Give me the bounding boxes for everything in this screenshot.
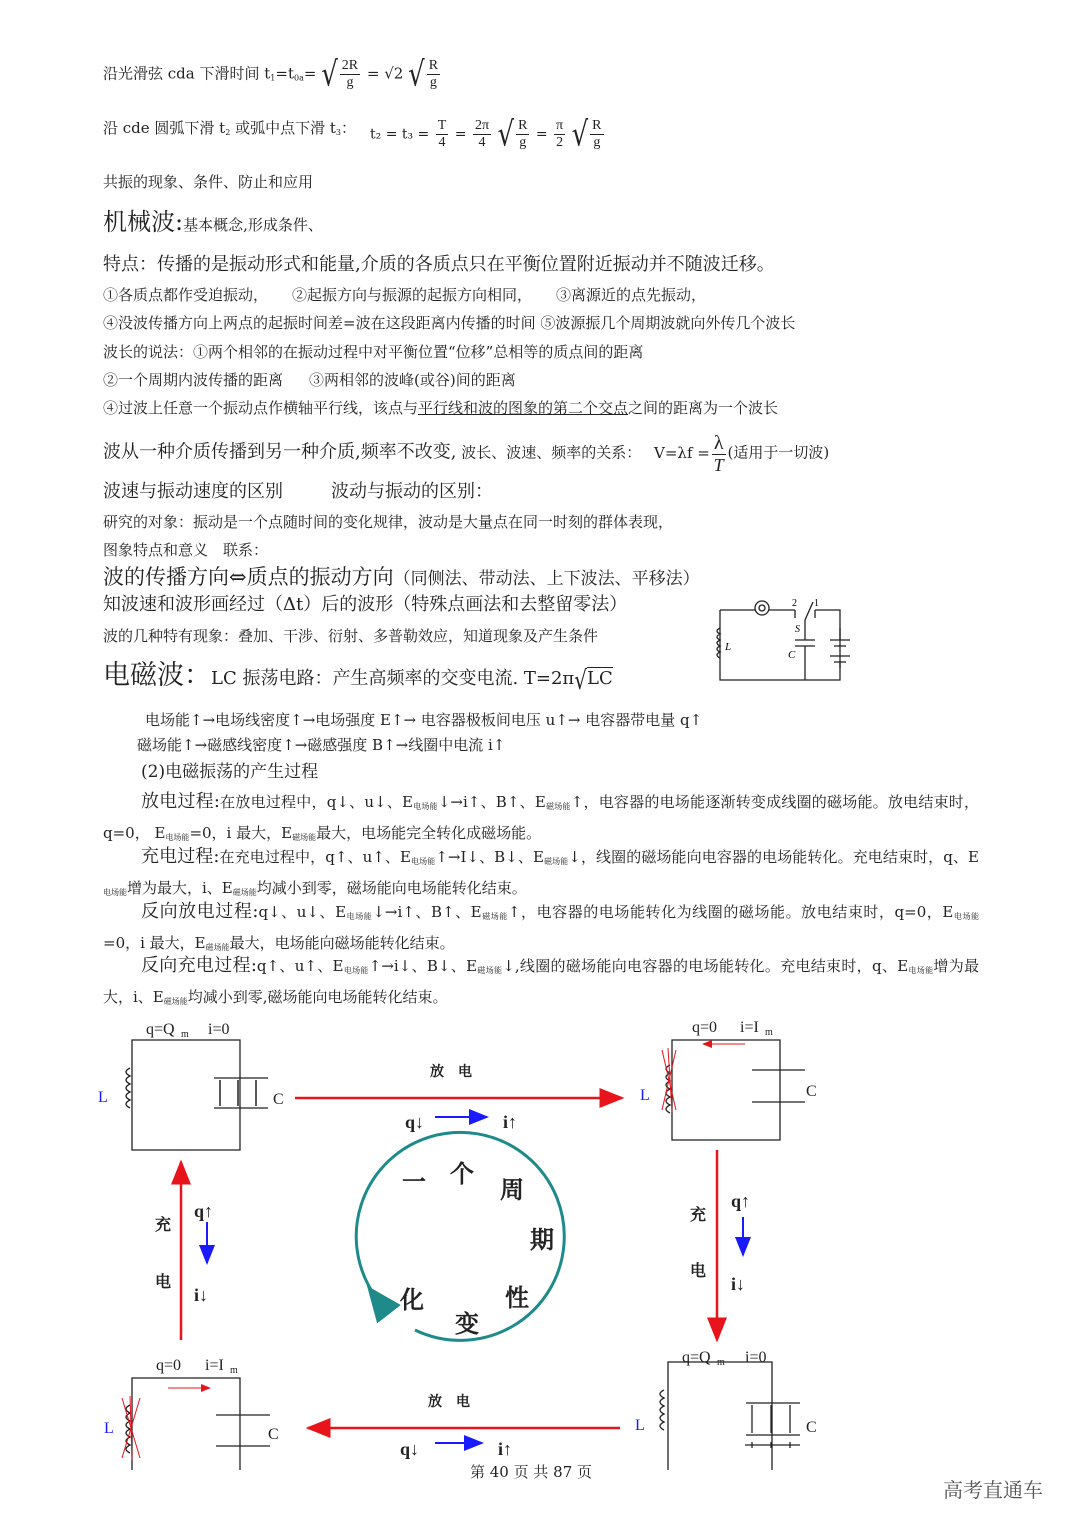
subscript: 磁场能 [477,966,503,975]
text: ③离源近的点先振动， [556,286,707,304]
sqrt-sign: √ [408,55,425,94]
fraction: $\frac{T}{4}$ [437,118,447,150]
label: q=Q [146,1021,175,1038]
sub: m [181,1029,189,1040]
paragraph-text: ↑，电容器的电场能逐渐转变成线圈的磁场能。放电结束时，q=0， E [103,793,980,842]
label: 充 [690,1207,707,1224]
text: 沿 cde 圆弧下滑 t [103,119,226,137]
wavelength-line-2 [103,370,516,390]
label: q=Q [682,1349,711,1366]
lc-circuit-diagram [710,588,870,683]
subscript: 电场能 [343,966,369,975]
sqrt-sign: √ [497,115,515,154]
text: （同侧法、带动法、上下波法、平移法） [393,569,700,589]
object-line: 研究的对象：振动是一个点随时间的变化规律，波动是大量点在同一时刻的群体表现， [103,513,674,531]
process-paragraph [103,843,979,906]
paragraph-text: 均减小到零,磁场能向电场能转化结束。 [187,988,448,1006]
label: 个 [450,1162,474,1188]
label: q↓ [405,1112,425,1132]
label: L [640,1087,650,1104]
sub: 3 [335,128,341,137]
text: = √2 [366,64,404,83]
process-paragraph [103,788,979,851]
fraction: $\frac{R}{g}$ [592,118,602,150]
label: q=0 [156,1357,182,1374]
subscript: 磁场能 [292,833,317,842]
label: 周 [500,1178,524,1204]
label: i=0 [208,1021,230,1038]
paragraph-text: 最大，电场能向磁场能转化结束。 [229,934,455,952]
fraction: $\frac{2R}{g}$ [341,58,359,90]
paragraph-lead: 反向放电过程: [141,901,259,922]
lc-oscillation-cycle-diagram [0,1010,1080,1470]
label: C [806,1083,817,1100]
label: i↑ [503,1112,518,1132]
paragraph-lead: 反向充电过程: [141,955,257,976]
paragraph-text: 在放电过程中，q↓、u↓、E [219,793,413,811]
text: ④没波传播方向上两点的起振时间差=波在这段距离内传播的时间 [103,314,536,332]
text: LC [587,668,613,689]
label: 电 [690,1263,707,1280]
label: q↑ [731,1191,751,1211]
page-footer: 第 40 页 共 87 页 [470,1463,593,1481]
text: 波动与振动的区别： [331,481,493,502]
text: 之间的距离为一个波长 [628,399,779,417]
paragraph-text: q↑、u↑、E [256,957,344,975]
subscript: 电场能 [346,912,373,921]
subscript: 电场能 [953,912,980,921]
wavelength-line-3 [103,398,778,418]
paragraph-text: 增为最大，i、E [103,957,980,1006]
label: i↓ [194,1285,209,1305]
label: 期 [530,1228,554,1254]
paragraph-text: 均减小到零，磁场能向电场能转化结束。 [256,879,527,897]
subscript: 电场能 [412,802,438,811]
label: 充 [155,1217,172,1234]
subscript: 电场能 [410,857,436,866]
fraction: $\frac{2\pi}{4}$ [474,118,490,150]
paragraph-text: ↓→i↑、B↑、E [437,793,546,811]
subscript: 磁场能 [481,912,508,921]
watermark: 高考直通车 [943,1478,1043,1502]
text: t₂ = t₃ = [370,126,430,143]
label: 性 [505,1286,529,1312]
label: 放 电 [430,1065,472,1080]
label: 一 [402,1170,426,1196]
paragraph-text: ↓,线圈的磁场能向电容器的电场能转化。充电结束时，q、E [502,957,909,975]
fraction: $\frac{\lambda}{T}$ [713,432,724,475]
sub: 2 [225,128,231,137]
fraction: $\frac{R}{g}$ [428,58,439,90]
paragraph-text: =0，i 最大，E [189,824,293,842]
label: q↓ [400,1439,420,1459]
sub: m [230,1365,238,1376]
slide-time-arc [103,118,356,143]
label: S [795,624,800,635]
text: 波速与振动速度的区别 [103,481,283,502]
text: ④过波上任意一个振动点作横轴平行线，该点与 [103,399,419,417]
medium-line [103,432,829,475]
label: C [273,1091,284,1108]
subscript: 磁场能 [205,943,230,952]
sqrt-sign: √ [571,115,589,154]
sub: 1 [270,73,276,83]
sub: m [717,1357,725,1368]
subscript: 磁场能 [545,802,571,811]
text: = [303,64,317,83]
paragraph-lead: 放电过程: [141,791,220,812]
label: q=0 [692,1019,718,1036]
paragraph-text: 在充电过程中，q↑、u↑、E [219,848,411,866]
label: 变 [455,1312,479,1338]
subscript: 电场能 [103,888,127,897]
circuit-top-left [126,1040,268,1150]
sqrt-sign: √ [321,55,338,94]
text: ⑤波源振几个周期波就向外传几个波长 [540,314,796,332]
paragraph-lead: 充电过程: [141,846,220,867]
label: i↑ [498,1439,513,1459]
text: = [535,126,548,143]
subscript: 电场能 [165,833,190,842]
label: 2 [792,598,797,609]
paragraph-text: 最大，电场能完全转化成磁场能。 [316,824,542,842]
features-line: 特点：传播的是振动形式和能量,介质的各质点只在平衡位置附近振动并不随波迁移。 [103,254,775,275]
energy-chain-electric: 电场能↑→电场线密度↑→电场强度 E↑→ 电容器极板间电压 u↑→ 电容器带电量 q↑ [145,711,703,729]
energy-chain-magnetic: 磁场能↑→磁感线密度↑→磁感强度 B↑→线圈中电流 i↑ [137,736,506,754]
fraction: $\frac{\pi}{2}$ [556,118,564,150]
text: (适用于一切波) [727,443,830,462]
text: ②起振方向与振源的起振方向相同， [292,286,533,304]
label: i=0 [745,1349,767,1366]
process-title: (2)电磁振荡的产生过程 [141,762,319,782]
text: 基本概念,形成条件、 [183,216,323,234]
process-paragraph [103,952,979,1015]
label: i↓ [731,1274,746,1294]
waveform-line: 知波速和波形画经过（Δt）后的波形（特殊点画法和去整留零法） [103,594,628,615]
underlined-text: 平行线和波的图象的第二个交点 [418,399,629,417]
subscript: 磁场能 [232,888,257,897]
arc-formula [370,115,606,154]
heading: 电磁波： [103,660,211,691]
label: 1 [814,598,819,609]
text: LC 振荡电路：产生高频率的交变电流. T=2π [211,668,575,689]
sqrt-sign: √ [574,664,588,696]
image-line: 图象特点和意义 联系： [103,541,269,559]
label: C [806,1419,817,1436]
subscript: 磁场能 [543,857,569,866]
phenomena-line: 波的几种特有现象：叠加、干涉、衍射、多普勒效应，知道现象及产生条件 [103,627,599,645]
circuit-top-right [666,1040,805,1140]
feature-list-2 [103,313,795,333]
label: L [635,1417,645,1434]
resonance-line: 共振的现象、条件、防止和应用 [103,173,314,191]
paragraph-text: ↑→I↓、B↓、E [435,848,544,866]
paragraph-text: =0，i 最大，E [103,934,206,952]
heading: 机械波: [103,208,184,236]
text: 或弧中点下滑 t [230,119,336,137]
label: C [788,649,796,661]
sub: m [765,1027,773,1038]
feature-list-1 [103,285,706,305]
text: 沿光滑弦 cda 下滑时间 t [103,64,271,83]
sub: 0a [293,73,304,83]
text: ①各质点都作受迫振动， [103,286,269,304]
paragraph-text: ↑→i↓、B↓、E [368,957,478,975]
paragraph-text: ↓，线圈的磁场能向电容器的电场能转化。充电结束时，q、E [568,848,980,866]
subscript: 电场能 [908,966,934,975]
label: L [725,641,732,653]
em-wave-heading [103,660,613,696]
text: 波长、波速、频率的关系： [461,443,642,462]
label: 化 [400,1288,424,1314]
formula: V=λf = [654,443,710,462]
label: 放 电 [428,1395,470,1410]
label: L [104,1420,114,1437]
direction-line [103,564,700,592]
slide-time-chord [103,55,442,94]
text: ②一个周期内波传播的距离 [103,371,284,389]
circuit-bottom-right [660,1362,800,1470]
label: i=I [740,1019,759,1036]
label: C [268,1426,279,1443]
text: = [454,126,467,143]
text: =t [275,64,294,83]
label: 电 [155,1274,172,1291]
text: ： [340,119,356,137]
fraction: $\frac{R}{g}$ [518,118,528,150]
subscript: 磁场能 [163,997,188,1006]
wavelength-line-1: 波长的说法：①两个相邻的在振动过程中对平衡位置“位移”总相等的质点间的距离 [103,343,644,361]
mech-wave-heading [103,208,323,239]
paragraph-text: ↑，电容器的电场能转化为线圈的磁场能。放电结束时，q=0，E [507,903,954,921]
text: 波的传播方向⇔质点的振动方向 [103,565,394,589]
circuit-bottom-left [126,1378,270,1470]
label: L [98,1089,108,1106]
difference-line [103,482,493,502]
paragraph-text: q↓、u↓、E [258,903,347,921]
text: 波从一种介质传播到另一种介质,频率不改变, [103,441,457,463]
label: q↑ [194,1201,214,1221]
label: i=I [205,1357,224,1374]
text: ③两相邻的波峰(或谷)间的距离 [309,371,516,389]
paragraph-text: ↓→i↑、B↑、E [372,903,482,921]
ammeter-icon [755,601,769,615]
paragraph-text: 增为最大，i、E [127,879,233,897]
